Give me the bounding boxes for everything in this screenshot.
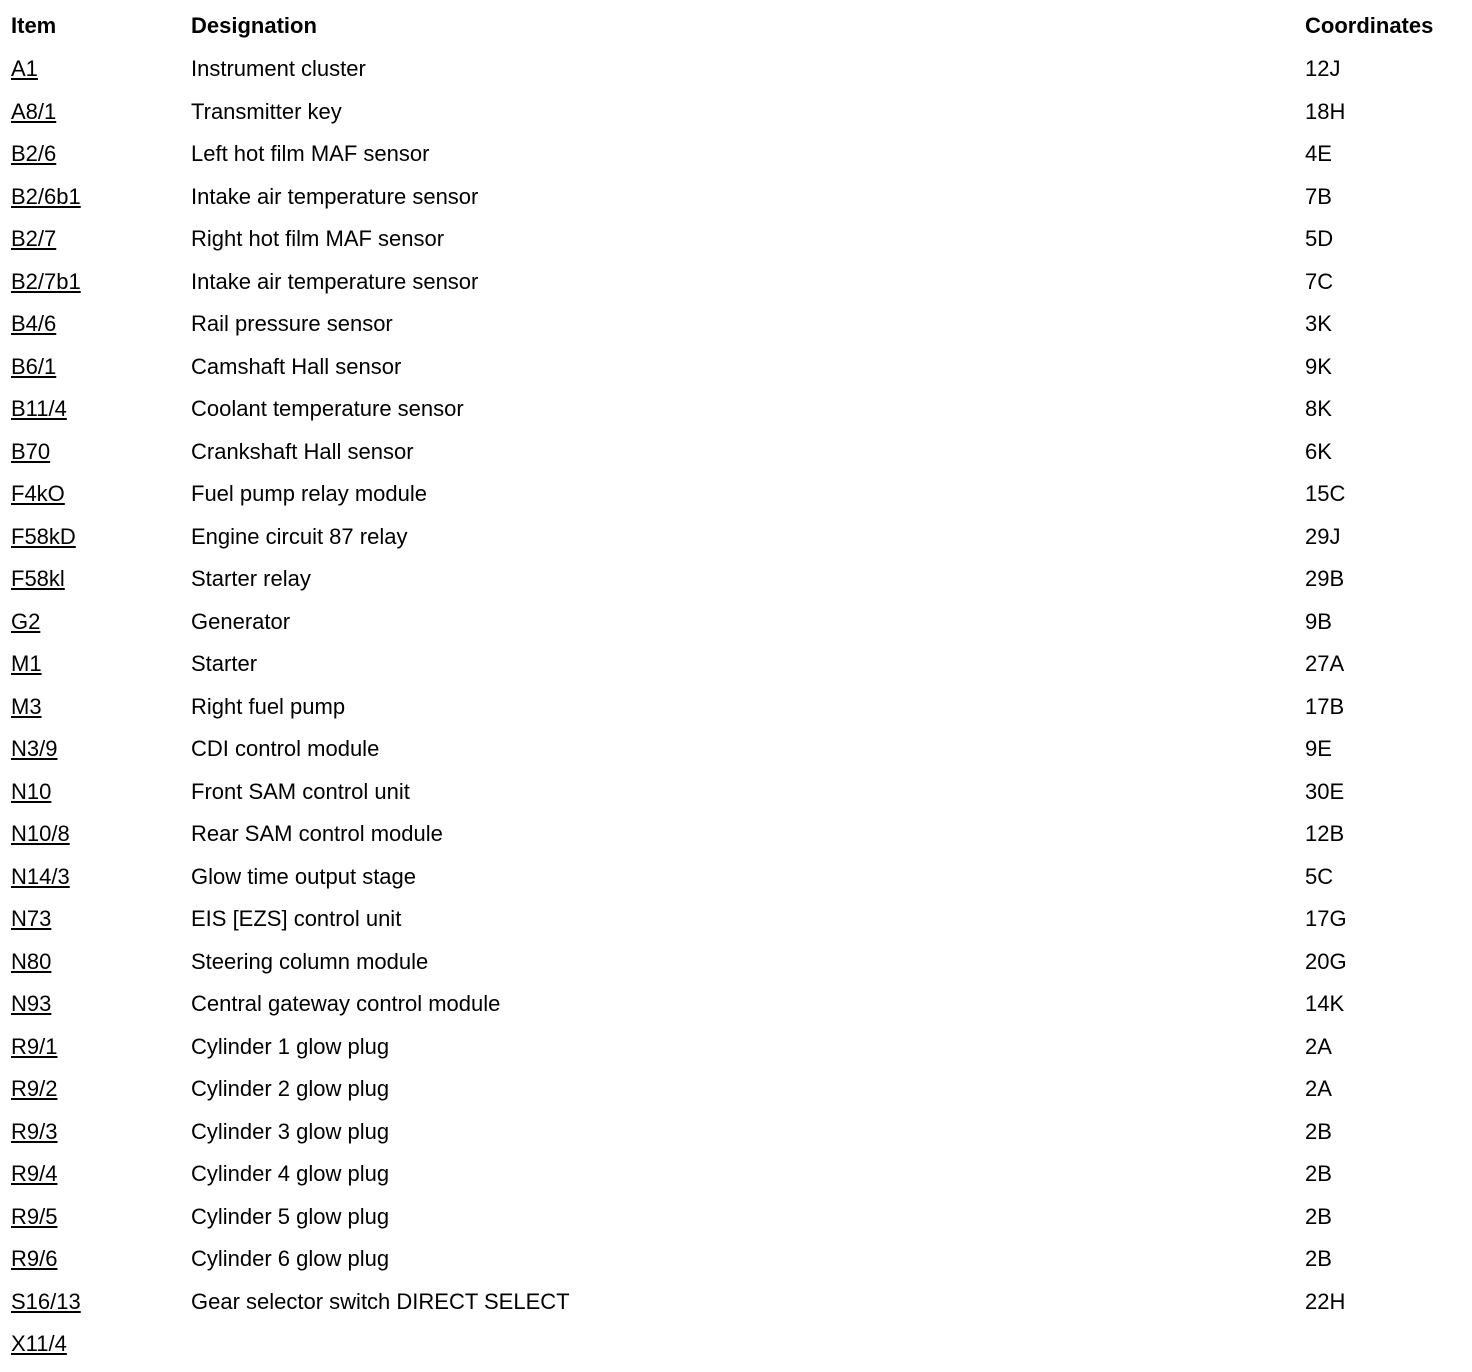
item-link[interactable]: R9/6 — [11, 1246, 58, 1271]
designation-cell: Intake air temperature sensor — [191, 183, 479, 209]
coordinates-cell: 9B — [1305, 608, 1332, 634]
table-row — [0, 353, 1472, 395]
designation-cell: Right fuel pump — [191, 693, 346, 719]
designation-cell: Gear selector switch DIRECT SELECT — [191, 1288, 570, 1314]
coordinates-cell: 30E — [1305, 778, 1345, 804]
coordinates-cell: 2A — [1305, 1033, 1332, 1059]
item-link[interactable]: F4kO — [11, 481, 65, 506]
header-coordinates: Coordinates — [1305, 13, 1434, 38]
coordinates-cell: 2B — [1305, 1203, 1332, 1229]
item-link[interactable]: N93 — [11, 991, 52, 1016]
coordinates-cell: 2B — [1305, 1118, 1332, 1144]
designation-cell: Central gateway control module — [191, 991, 501, 1016]
item-link[interactable]: R9/1 — [11, 1033, 58, 1059]
designation-cell: Cylinder 3 glow plug — [191, 1118, 390, 1144]
item-link[interactable]: F58kl — [11, 566, 65, 591]
table-row — [0, 225, 1472, 267]
coordinates-cell: 14K — [1305, 991, 1345, 1016]
table-row — [0, 395, 1472, 437]
item-link[interactable]: N3/9 — [11, 736, 58, 761]
designation-cell: Transmitter key — [191, 98, 342, 124]
designation-cell: Cylinder 4 glow plug — [191, 1161, 390, 1186]
item-link[interactable]: G2 — [11, 608, 41, 634]
item-link[interactable]: N80 — [11, 948, 52, 974]
table-row — [0, 778, 1472, 820]
designation-cell: Left hot film MAF sensor — [191, 141, 430, 166]
designation-cell: Camshaft Hall sensor — [191, 353, 402, 379]
designation-cell: CDI control module — [191, 736, 380, 761]
item-link[interactable]: R9/2 — [11, 1076, 58, 1101]
table-row — [0, 650, 1472, 692]
item-link[interactable]: N10/8 — [11, 821, 70, 846]
coordinates-cell: 20G — [1305, 948, 1347, 974]
designation-cell: Intake air temperature sensor — [191, 268, 479, 294]
coordinates-cell: 6K — [1305, 438, 1332, 464]
coordinates-cell: 12B — [1305, 821, 1345, 846]
item-link[interactable]: N10 — [11, 778, 52, 804]
item-link[interactable]: B11/4 — [11, 396, 67, 421]
table-row — [0, 565, 1472, 607]
coordinates-cell: 17B — [1305, 693, 1345, 719]
coordinates-cell: 5D — [1305, 226, 1334, 251]
item-link[interactable]: B2/6b1 — [11, 183, 81, 209]
table-row — [0, 1245, 1472, 1287]
coordinates-cell: 4E — [1305, 141, 1332, 166]
coordinates-cell: 22H — [1305, 1288, 1346, 1314]
item-link[interactable]: A8/1 — [11, 98, 57, 124]
designation-cell: Generator — [191, 608, 291, 634]
item-link[interactable]: M3 — [11, 693, 42, 719]
coordinates-cell: 17G — [1305, 906, 1347, 931]
coordinates-cell: 2B — [1305, 1246, 1332, 1271]
item-link[interactable]: N73 — [11, 906, 52, 931]
item-link[interactable]: B4/6 — [11, 311, 57, 336]
coordinates-cell: 18H — [1305, 98, 1346, 124]
item-link[interactable]: B70 — [11, 438, 51, 464]
table-row — [0, 1118, 1472, 1160]
table-row — [0, 1288, 1472, 1330]
item-link[interactable]: B2/6 — [11, 141, 57, 166]
table-row — [0, 990, 1472, 1032]
item-link[interactable]: R9/3 — [11, 1118, 58, 1144]
coordinates-cell: 29B — [1305, 566, 1345, 591]
table-row — [0, 438, 1472, 480]
designation-cell: Steering column module — [191, 948, 429, 974]
header-designation: Designation — [191, 13, 317, 38]
item-link[interactable]: B2/7 — [11, 226, 57, 251]
designation-cell: Cylinder 1 glow plug — [191, 1033, 390, 1059]
table-row — [0, 480, 1472, 522]
coordinates-cell: 9K — [1305, 353, 1332, 379]
designation-cell: Starter — [191, 651, 258, 676]
designation-cell: Right hot film MAF sensor — [191, 226, 445, 251]
designation-cell: Starter relay — [191, 566, 311, 591]
table-row — [0, 1203, 1472, 1245]
designation-cell: Coolant temperature sensor — [191, 396, 464, 421]
designation-cell: Instrument cluster — [191, 56, 366, 81]
designation-cell: Front SAM control unit — [191, 778, 410, 804]
designation-cell: Cylinder 2 glow plug — [191, 1076, 390, 1101]
table-row — [0, 55, 1472, 97]
designation-cell: Crankshaft Hall sensor — [191, 438, 414, 464]
table-row — [0, 1033, 1472, 1075]
coordinates-cell: 7B — [1305, 183, 1332, 209]
item-link[interactable]: S16/13 — [11, 1288, 81, 1314]
designation-cell: Cylinder 6 glow plug — [191, 1246, 390, 1271]
item-link[interactable]: A1 — [11, 56, 38, 81]
coordinates-cell: 2A — [1305, 1076, 1332, 1101]
designation-cell: Rear SAM control module — [191, 821, 443, 846]
item-link[interactable]: B2/7b1 — [11, 268, 81, 294]
coordinates-cell: 12J — [1305, 56, 1341, 81]
table-row — [0, 863, 1472, 905]
table-row — [0, 310, 1472, 352]
designation-cell: Cylinder 5 glow plug — [191, 1203, 390, 1229]
coordinates-cell: 3K — [1305, 311, 1332, 336]
table-row — [0, 735, 1472, 777]
designation-cell: Glow time output stage — [191, 863, 417, 889]
coordinates-cell: 5C — [1305, 863, 1334, 889]
item-link[interactable]: N14/3 — [11, 863, 70, 889]
coordinates-cell: 9E — [1305, 736, 1332, 761]
designation-cell: Fuel pump relay module — [191, 481, 428, 506]
item-link[interactable]: R9/5 — [11, 1203, 58, 1229]
item-link[interactable]: M1 — [11, 651, 42, 676]
coordinates-cell: 15C — [1305, 481, 1346, 506]
item-link[interactable]: F58kD — [11, 523, 76, 549]
coordinates-cell: 8K — [1305, 396, 1332, 421]
table-row — [0, 820, 1472, 862]
table-row — [0, 1160, 1472, 1202]
table-row — [0, 183, 1472, 225]
designation-cell: Rail pressure sensor — [191, 311, 393, 336]
table-row — [0, 948, 1472, 990]
designation-cell: Engine circuit 87 relay — [191, 523, 408, 549]
coordinates-cell: 7C — [1305, 268, 1334, 294]
table-header-row — [0, 12, 1472, 54]
table-row — [0, 608, 1472, 650]
coordinates-cell: 29J — [1305, 523, 1341, 549]
table-row — [0, 905, 1472, 947]
table-row — [0, 1075, 1472, 1117]
table-row — [0, 140, 1472, 182]
table-row — [0, 693, 1472, 735]
item-link[interactable]: B6/1 — [11, 353, 57, 379]
item-link[interactable]: X11/4 — [11, 1331, 67, 1356]
table-row — [0, 268, 1472, 310]
table-row — [0, 523, 1472, 565]
table-row — [0, 1330, 1472, 1372]
coordinates-cell: 2B — [1305, 1161, 1332, 1186]
designation-cell: EIS [EZS] control unit — [191, 906, 402, 931]
item-link[interactable]: R9/4 — [11, 1161, 58, 1186]
header-item: Item — [11, 13, 57, 38]
coordinates-cell: 27A — [1305, 651, 1345, 676]
table-row — [0, 98, 1472, 140]
